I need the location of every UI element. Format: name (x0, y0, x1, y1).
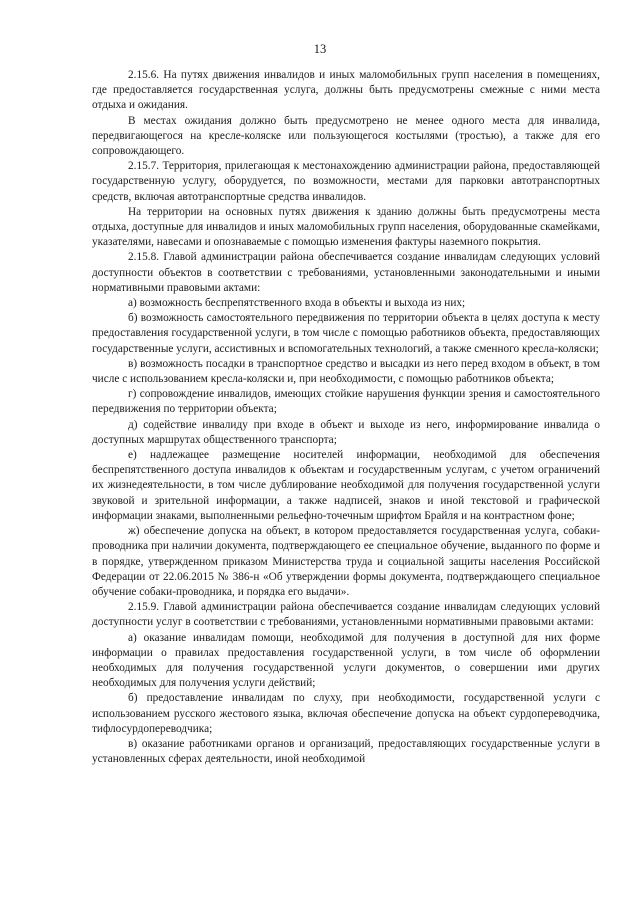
page-number: 13 (313, 42, 327, 56)
list-item-v: в) возможность посадки в транспортное средство и высадки из него перед входом в объект, в том числе с использованием кресла-коляски и, при необходимости, с помощью работников объекта; (92, 357, 600, 386)
list-item-a-services: а) оказание инвалидам помощи, необходимой для получения в доступной для них форме информации о правилах предоставления государственной услуги, в том числе об оформлении необходимых для получения государственной услуги документов, о совершении ими других необходимых для получения услуги действий; (92, 631, 600, 690)
document-body (92, 68, 600, 767)
list-item-d: д) содействие инвалиду при входе в объект и выходе из него, информирование инвалида о доступных маршрутах общественного транспорта; (92, 418, 600, 446)
list-item-e: е) надлежащее размещение носителей информации, необходимой для обеспечения беспрепятственного доступа инвалидов к объектам и государственным услугам, с учетом ограничений их жизнедеятельности, в том числе дублирование необходимой для получения государственной услуги звуковой и зрительной информации, а также надписей, знаков и иной текстовой и графической информации знаками, выполненными рельефно-точечным шрифтом Брайля и на контрастном фоне; (92, 449, 600, 522)
list-item-g: г) сопровождение инвалидов, имеющих стойкие нарушения функции зрения и самостоятельного передвижения по территории объекта; (92, 388, 600, 416)
list-item-v-services: в) оказание работниками органов и организаций, предоставляющих государственные услуги в установленных сферах деятельности, иной необходимой (92, 737, 600, 766)
paragraph-2-15-7: 2.15.7. Территория, прилегающая к местонахождению администрации района, предоставляющей государственную услугу, оборудуется, по возможности, местами для парковки автотранспортных средств, включая автотранспортные средства инвалидов. (92, 160, 600, 203)
list-item-b-services: б) предоставление инвалидам по слуху, при необходимости, государственной услуги с использованием русского жестового языка, включая обеспечение допуска на объект сурдопереводчика, тифлосурдопереводчика; (92, 692, 600, 735)
list-item-b: б) возможность самостоятельного передвижения по территории объекта в целях доступа к месту предоставления государственной услуги, в том числе с помощью работников объекта, предоставляющих государственные услуги, ассистивных и вспомогательных технологий, а также сменного кресла-коляски; (92, 312, 600, 355)
paragraph-2-15-6: 2.15.6. На путях движения инвалидов и иных маломобильных групп населения в помещениях, где предоставляется государственная услуга, должны быть предусмотрены смежные с ними места отдыха и ожидания. (92, 69, 600, 112)
list-item-a: а) возможность беспрепятственного входа в объекты и выхода из них; (128, 297, 466, 310)
list-item-zh: ж) обеспечение допуска на объект, в котором предоставляется государственная услуга, собаки-проводника при наличии документа, подтверждающего ее специальное обучение, выданного по форме и в порядке, утвержденном приказом Министерства труда и социальной защиты населения Российской Федерации от 22.06.2015 № 386-н «Об утверждении формы документа, подтверждающего специальное обучение собаки-проводника, и порядка его выдачи». (92, 525, 600, 598)
paragraph-2-15-8: 2.15.8. Главой администрации района обеспечивается создание инвалидам следующих условий доступности объектов в соответствии с требованиями, установленными законодательными и иными нормативными правовыми актами: (92, 251, 600, 294)
paragraph-rest-places: На территории на основных путях движения к зданию должны быть предусмотрены места отдыха, доступные для инвалидов и иных маломобильных групп населения, оборудованные скамейками, указателями, навесами и опознаваемые с помощью изменения фактуры наземного покрытия. (92, 205, 600, 249)
paragraph-2-15-9: 2.15.9. Главой администрации района обеспечивается создание инвалидам следующих условий доступности услуг в соответствии с требованиями, установленными нормативными правовыми актами: (92, 601, 600, 629)
paragraph-waiting-places: В местах ожидания должно быть предусмотрено не менее одного места для инвалида, передвигающегося на кресле-коляске или пользующегося костылями (тростью), а также для его сопровождающего. (92, 114, 600, 158)
